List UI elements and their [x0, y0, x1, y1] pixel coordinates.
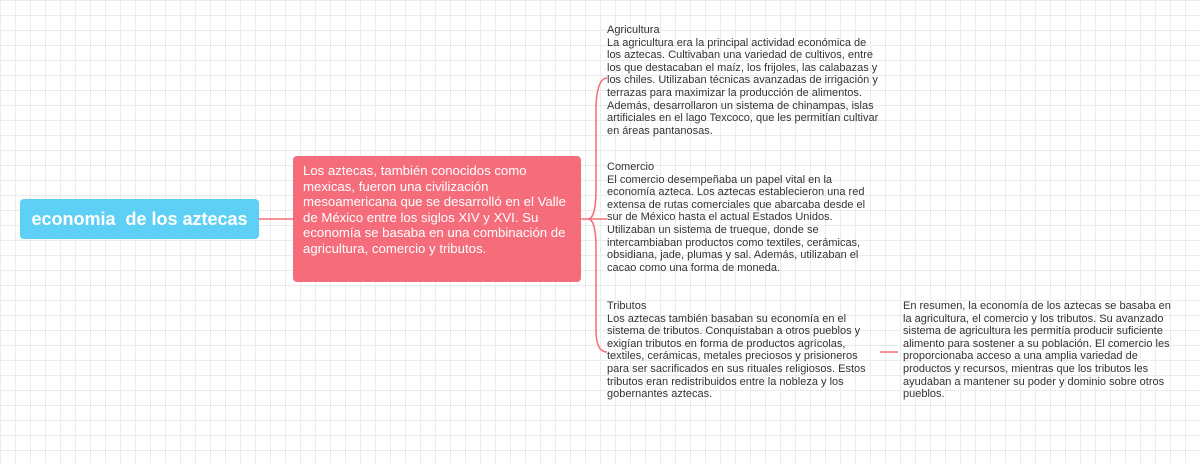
central-topic[interactable]: Los aztecas, también conocidos como mexicas, fueron una civilización mesoamericana que se desarrolló en el Valle de México entre los siglos XIV y XVI. Su economía se basaba en una combinación de agricultura, comercio y tributos. [293, 156, 581, 282]
topic-body: Los aztecas también basaban su economía en el sistema de tributos. Conquistaban a otros pueblos y exigían tributos en forma de productos agrícolas, textiles, cerámicas, metales preciosos y prisioneros para ser sacrificados en sus rituales religiosos. Estos tributos eran redistribuidos entre la nobleza y los gobernantes aztecas. [607, 312, 866, 401]
topic-title: Tributos [607, 300, 647, 312]
topic-title: Agricultura [607, 24, 660, 36]
connector-central-to-agricultura [581, 78, 607, 219]
topic-tributos[interactable] [607, 300, 879, 401]
topic-agricultura[interactable] [607, 24, 879, 137]
topic-body: El comercio desempeñaba un papel vital en la economía azteca. Los aztecas establecieron una red extensa de rutas comerciales que abarcaba desde el sur de México hasta el actual Estados Unidos. Utilizaban un sistema de trueque, donde se intercambiaban productos como textiles, cerámicas, obsidiana, jade, plumas y sal. Además, utilizaban el cacao como una forma de moneda. [607, 173, 866, 274]
root-topic[interactable]: economia de los aztecas [20, 199, 259, 239]
topic-title: Comercio [607, 161, 655, 173]
summary-text: En resumen, la economía de los aztecas se basaba en la agricultura, el comercio y los tributos. Su avanzado sistema de agricultura les permitía producir suficiente alimento para sostener a su población. El comercio les proporcionaba acceso a una amplia variedad de productos y recursos, mientras que los tributos les ayudaban a mantener su poder y dominio sobre otros pueblos. [903, 300, 1171, 401]
connector-central-to-tributos [588, 219, 607, 352]
topic-comercio[interactable] [607, 161, 879, 274]
topic-summary[interactable] [903, 300, 1173, 401]
topic-body: La agricultura era la principal actividad económica de los aztecas. Cultivaban una variedad de cultivos, entre los que destacaban el maíz, los frijoles, las calabazas y los chiles. Utilizaban técnicas avanzadas de irrigación y terrazas para maximizar la producción de alimentos. Además, desarrollaron un sistema de chinampas, islas artificiales en el lago Texcoco, que les permitían cultivar en áreas pantanosas. [607, 36, 879, 137]
